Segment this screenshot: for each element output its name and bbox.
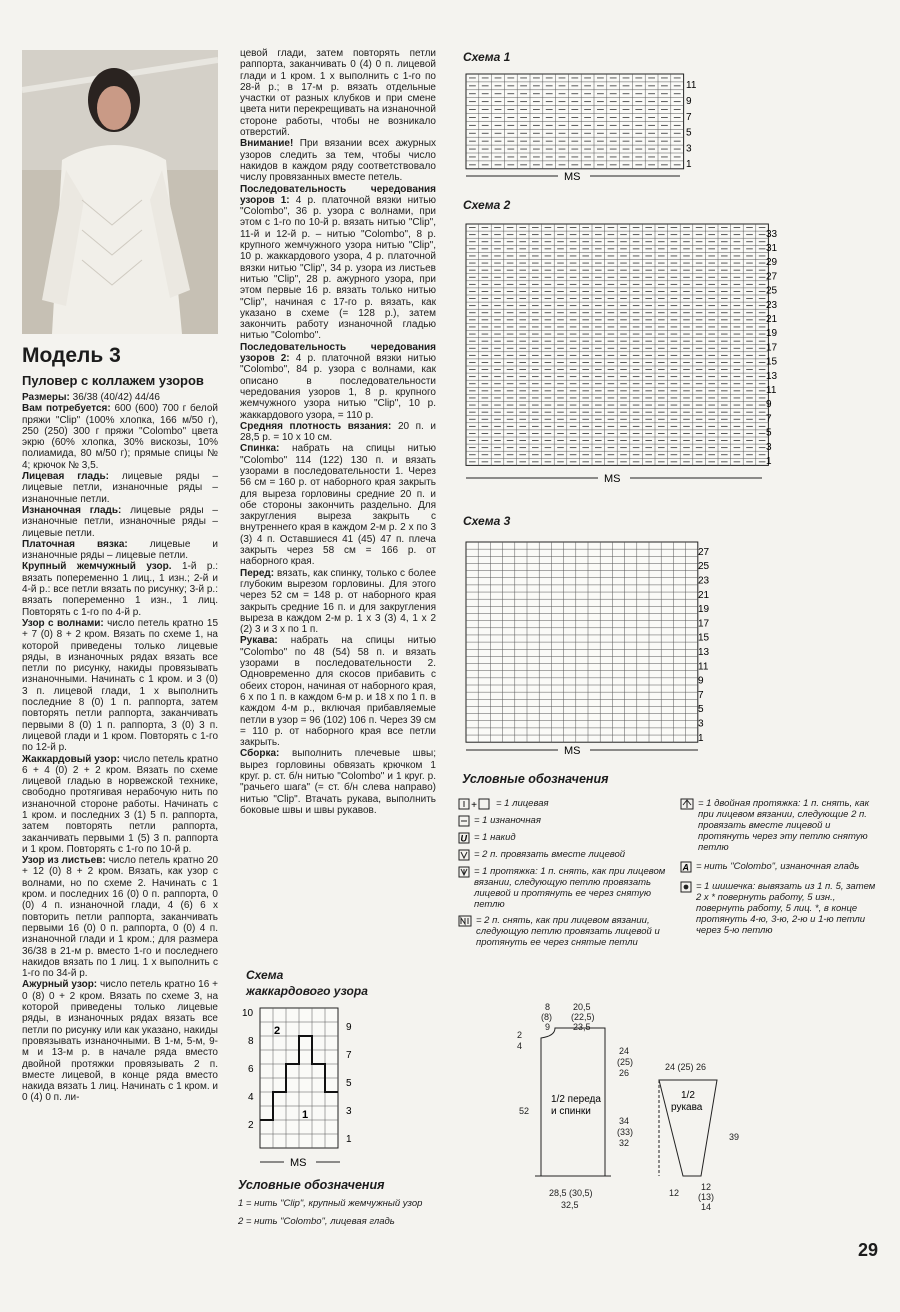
- row-label: 9: [686, 96, 692, 108]
- dim-label: 39: [729, 1132, 740, 1142]
- ms-label: MS: [290, 1157, 307, 1169]
- legend-row: = 2 п. снять, как при лицевом вязании, следующую петлю провязать лицевой и протянуть ее через снятые петли: [458, 915, 673, 948]
- jacquard-mark-2: 2: [274, 1025, 281, 1037]
- ms-label: MS: [564, 745, 581, 757]
- model-title: Модель 3: [22, 344, 121, 367]
- scheme2-row-labels: [766, 229, 778, 467]
- row-label: 3: [686, 143, 692, 155]
- yarn-over-icon: [458, 832, 470, 844]
- dim-label: 34: [619, 1116, 630, 1126]
- row-label: 19: [698, 604, 710, 616]
- row-label: 9: [766, 399, 772, 411]
- row-label: 23: [698, 575, 710, 587]
- paragraph: Жаккардовый узор: число петель кратно 6 + 4 (0) 2 + 2 кром. Вязать по схеме лицевой гладью в норвежской технике, свободно протягивая нерабочую нить по изнаночной стороне работы. Начинать с 1 кром. и последних 3 (1) 5 п. раппорта, затем повторять петли раппорта, заканчивать первыми 1 (5) 3 п. раппорта и 1 кром. Повторять с 1-го по 10-й р.: [22, 753, 219, 855]
- row-label: 6: [248, 1064, 254, 1075]
- paragraph: Средняя плотность вязания: 20 п. и 28,5 р. = 10 х 10 см.: [240, 420, 436, 444]
- double-decrease-icon: [680, 798, 694, 810]
- paragraph: цевой глади, затем повторять петли раппорта, заканчивать 0 (4) 0 п. лицевой глади и 1 кром. 1 х выполнить с 1-го по 28-й р.; в 17-м р. вязать отдельные участки от разных клубков и при смене цвета нити перекрещивать на изнаночной стороне работы, чтобы не возникало отверстий.: [240, 48, 436, 139]
- front-back-label: 1/2 переда и спинки: [551, 1094, 601, 1117]
- row-label: 17: [766, 342, 778, 354]
- svg-text:A: A: [682, 862, 689, 873]
- row-label: 19: [766, 328, 778, 340]
- scheme3-title: Схема 3: [463, 514, 511, 528]
- scheme3-chart: [462, 538, 742, 760]
- row-label: 1: [698, 732, 704, 744]
- row-label: 7: [698, 689, 704, 701]
- row-label: 3: [698, 718, 704, 730]
- row-label: 25: [766, 285, 778, 297]
- dim-label: 12: [669, 1188, 680, 1198]
- row-label: 7: [766, 413, 772, 425]
- dim-label: 32,5: [561, 1200, 579, 1210]
- garment-pattern: [505, 998, 745, 1218]
- jacquard-grid: [260, 1008, 338, 1148]
- dim-label: 9: [545, 1022, 551, 1032]
- paragraph: Размеры: 36/38 (40/42) 44/46: [22, 392, 160, 403]
- dim-label: 20,5: [573, 1002, 591, 1012]
- row-label: 27: [698, 546, 710, 558]
- row-label: 21: [766, 313, 778, 325]
- row-label: 7: [346, 1050, 352, 1061]
- dim-label: 52: [519, 1106, 530, 1116]
- dim-label: (33): [617, 1127, 634, 1137]
- model-photo: [22, 50, 218, 334]
- paragraph: Ажурный узор: число петель кратно 16 + 0 (8) 0 + 2 кром. Вязать по схеме 3, на которой приведены только лицевые ряды, в изнаночных рядах вязать все петли по рисунку или как указано, накиды провязывать изнаночными. В 1-м, 5-м, 9-м и 13-м р. в начале ряда вместо двойной протяжки провязывать 2 п. вместе лицевой, в конце ряда вместо накида вязать 1 лиц. Начинать с 1 кром. и 0 (4) 0 п. ли-: [22, 979, 218, 1104]
- dim-label: 23,5: [573, 1022, 591, 1032]
- sk2p-icon: [458, 915, 472, 927]
- scheme1-chart: [462, 70, 722, 188]
- jacquard-chart: [236, 1004, 376, 1176]
- dim-label: 24 (25) 26: [665, 1062, 707, 1072]
- page-number: 29: [857, 1240, 878, 1260]
- scheme1-row-labels: [686, 80, 697, 170]
- row-label: 31: [766, 242, 778, 254]
- jacquard-title-1: Схема: [246, 968, 284, 982]
- row-label: 10: [242, 1008, 254, 1019]
- dim-label: 14: [701, 1202, 712, 1212]
- legend-row: + = 1 лицевая: [458, 798, 673, 810]
- paragraph: Последовательность чередования узоров 1: 4 р. платочной вязки нитью "Colombo", 36 р. узора с волнами, при этом с 1-го по 10-й р. вязать нитью "Clip", 11-й и 12-й р. – нитью "Colombo", 8 р. крупного жемчужного узора нитью "Clip", 10 р. жаккардового узора, 4 р. платочной вязки нитью "Clip", 34 р. узора из листьев нитью "Clip", 28 р. ажурного узора, при этом первые 16 р. вязать только нитью "Clip", начиная с 17-го р. вязать, как указано в схеме (= 128 р.), затем закончить работу изнаночной гладью нитью "Colombo".: [240, 183, 436, 342]
- dim-label: 28,5 (30,5): [549, 1188, 593, 1198]
- legend-title: Условные обозначения: [462, 772, 609, 786]
- row-label: 1: [346, 1134, 352, 1145]
- column-2: [240, 48, 436, 816]
- jacquard-legend-1: 1 = нить "Clip", крупный жемчужный узор: [238, 1198, 423, 1209]
- dim-label: 24: [619, 1046, 630, 1056]
- bobble-icon: [680, 881, 692, 893]
- dim-label: 2: [517, 1030, 523, 1040]
- row-label: 4: [248, 1092, 254, 1103]
- scheme1-title: Схема 1: [463, 50, 511, 64]
- row-label: 15: [698, 632, 710, 644]
- row-label: 21: [698, 589, 710, 601]
- legend-row: A = нить "Colombo", изнаночная гладь: [680, 861, 880, 873]
- legend-row: = 1 изнаночная: [458, 815, 673, 827]
- row-label: 11: [686, 80, 697, 92]
- row-label: 3: [346, 1106, 352, 1117]
- legend-row: = 1 шишечка: вывязать из 1 п. 5, затем 2 х * повернуть работу, 5 изн., повернуть работу, 5 лиц. *, в конце протянуть 4-ю, 3-ю, 2-ю и 1-ю петли через 5-ю петлю: [680, 881, 880, 936]
- legend-row: U = 1 накид: [458, 832, 673, 844]
- dim-label: (25): [617, 1057, 634, 1067]
- paragraph: Внимание! При вязании всех ажурных узоров следить за тем, чтобы число накидов в каждом ряду соответствовало числу провязанных вместе петель.: [240, 138, 436, 184]
- ms-label: MS: [604, 473, 621, 485]
- dim-label: 32: [619, 1138, 630, 1148]
- row-label: 29: [766, 257, 778, 269]
- model-photo-illustration: [22, 50, 218, 334]
- scheme2-grid: [466, 224, 768, 465]
- paragraph: Спинка: набрать на спицы нитью "Colombo" 114 (122) 130 п. и вязать узорами в последовательности 1. Через 56 см = 160 р. от наборного края закрыть для выреза горловины средние 20 п. и обе стороны закончить раздельно. Для закругления выреза закрыть с внутреннего края в каждом 2-м р. 2 х по 3 (3) 4 п. Оставшиеся 41 (45) 47 п. плеча закрыть через 58 см = 166 р. от наборного края.: [240, 443, 436, 568]
- dim-label: 8: [545, 1002, 551, 1012]
- paragraph: Изнаночная гладь: лицевые ряды – изнаночные петли, изнаночные ряды – лицевые петли.: [22, 504, 218, 539]
- row-label: 8: [248, 1036, 254, 1047]
- scheme3-grid: [466, 542, 698, 742]
- legend-row: = 1 протяжка: 1 п. снять, как при лицевом вязании, следующую петлю провязать лицевой и протянуть ее через снятую петлю: [458, 866, 673, 910]
- ms-label: MS: [564, 171, 581, 183]
- paragraph: Лицевая гладь: лицевые ряды – лицевые петли, изнаночные ряды – изнаночные петли.: [22, 471, 219, 505]
- row-label: 7: [686, 111, 692, 123]
- purl-stitch-icon: [458, 815, 470, 827]
- scheme1-grid: [466, 74, 684, 169]
- legend-left: [458, 798, 673, 948]
- dim-label: 12: [701, 1182, 712, 1192]
- row-label: 5: [698, 704, 704, 716]
- row-label: 2: [248, 1120, 254, 1131]
- row-label: 13: [698, 646, 710, 658]
- svg-text:+: +: [471, 800, 477, 810]
- row-label: 13: [766, 370, 778, 382]
- row-label: 5: [686, 127, 692, 139]
- row-label: 1: [766, 455, 772, 467]
- row-label: 15: [766, 356, 778, 368]
- row-label: 11: [766, 384, 777, 396]
- sleeve-label: 1/2 рукава: [671, 1090, 703, 1113]
- row-label: 5: [766, 427, 772, 439]
- model-subtitle: Пуловер с коллажем узоров: [22, 373, 204, 388]
- scheme3-row-labels: [698, 547, 710, 744]
- legend-right: [680, 798, 880, 936]
- paragraph: Узор с волнами: число петель кратно 15 + 7 (0) 8 + 2 кром. Вязать по схеме 1, на которой приведены только лицевые ряды, в изнаночных рядах вязать все петли по рисунку, накиды провязывать изнаночными. Начинать с 1 кром. и 3 (0) 3 п. лицевой глади, 1 х выполнить последние 8 (0) 1 п. раппорта, затем повторять петли раппорта, заканчивать первыми 8 (0) 1 п. раппорта, 3 (0) 3 п. лицевой глади и 1 кром. Повторять с 1-го по 12-й р.: [22, 617, 219, 754]
- svg-text:U: U: [460, 833, 467, 844]
- paragraph: Крупный жемчужный узор. 1-й р.: вязать попеременно 1 лиц., 1 изн.; 2-й и 4-й р.: все петли вязать по рисунку; 3-й р.: вязать попеременно 1 изн., 1 лиц. Повторять с 1-го по 4-й р.: [22, 561, 218, 618]
- column-1: [22, 392, 218, 1104]
- scheme2-chart: [462, 220, 792, 490]
- paragraph: Сборка: выполнить плечевые швы; вырез горловины обвязать крючком 1 круг. р. ст. б/н нитью "Colombo" и 1 круг. р. "рачьего шага" (= ст. б/н слева направо) нитью "Clip". Втачать рукава, выполнить боковые швы и швы рукавов.: [240, 748, 436, 816]
- dim-label: (22,5): [571, 1012, 595, 1022]
- scheme2-title: Схема 2: [463, 198, 511, 212]
- row-label: 9: [698, 675, 704, 687]
- dim-label: (13): [698, 1192, 715, 1202]
- dim-label: (8): [541, 1012, 552, 1022]
- jacquard-legend-2: 2 = нить "Colombo", лицевая гладь: [238, 1216, 395, 1227]
- dim-label: 4: [517, 1041, 523, 1051]
- row-label: 11: [698, 661, 709, 673]
- row-label: 3: [766, 441, 772, 453]
- row-label: 1: [686, 159, 692, 171]
- row-label: 27: [766, 271, 778, 283]
- knit-stitch-icon: [458, 798, 492, 810]
- paragraph: Рукава: набрать на спицы нитью "Colombo" по 48 (54) 58 п. и вязать узорами в последовательности 2. Одновременно для скосов прибавить с обеих сторон, начиная от наборного края, 6 х по 1 п. в каждом 6-м р. и 18 х по 1 п. в каждом 4-м р., включая прибавляемые петли в узор = 96 (102) 106 п. Через 39 см = 110 р. от наборного края все петли закрыть.: [240, 635, 437, 749]
- row-label: 5: [346, 1078, 352, 1089]
- row-label: 23: [766, 299, 778, 311]
- paragraph: Вам потребуется: 600 (600) 700 г белой пряжи "Clip" (100% хлопка, 166 м/50 г), 250 (250) 300 г пряжи "Colombo" цвета экрю (60% хлопка, 30% вискозы, 10% полиамида, 80 м/50 г); прямые спицы № 4; крючок № 3,5.: [22, 403, 218, 471]
- k2tog-icon: [458, 849, 470, 861]
- colombo-purl-icon: [680, 861, 692, 873]
- skp-icon: [458, 866, 470, 878]
- jacquard-mark-1: 1: [302, 1109, 309, 1121]
- paragraph: Платочная вязка: лицевые и изнаночные ряды – лицевые петли.: [22, 538, 218, 562]
- jacquard-legend-title: Условные обозначения: [238, 1178, 385, 1192]
- row-label: 25: [698, 561, 710, 573]
- paragraph: Последовательность чередования узоров 2: 4 р. платочной вязки нитью "Colombo", 84 р. узора с волнами, как описано в последовательности чередования узоров 1, 8 р. крупного жемчужного узора нитью "Clip", 10 р. жаккардового узора, = 110 р.: [240, 341, 436, 421]
- paragraph: Узор из листьев: число петель кратно 20 + 12 (0) 8 + 2 кром. Вязать, как узор с волнами, но по схеме 2. Начинать с 1 кром. и последних 16 (0) 0 п. раппорта, 0 (0) 4 п. изнаночной глади, 4 (6) 6 х повторить петли раппорта, заканчивать первыми 16 (0) 0 п. раппорта, 0 (0) 4 п. изнаночной глади и 1 кром.; для размера 36/38 в 21-м р. вместо 1-го и последнего накидов вязать по 1 лиц. 1 х выполнить с 1-го по 34-й р.: [22, 855, 219, 980]
- dim-label: 26: [619, 1068, 630, 1078]
- row-label: 9: [346, 1022, 352, 1033]
- legend-row: = 1 двойная протяжка: 1 п. снять, как при лицевом вязании, следующие 2 п. провязать вместе лицевой и протянуть через эту петлю снятую петлю: [680, 798, 880, 853]
- row-label: 17: [698, 618, 710, 630]
- row-label: 33: [766, 228, 778, 240]
- jacquard-title-2: жаккардового узора: [246, 984, 368, 998]
- paragraph: Перед: вязать, как спинку, только с более глубоким вырезом горловины. Для этого через 52 см = 148 р. от наборного края закрыть средние 16 п. и для закругления выреза в каждом 2-м р. 1 х 3 (3) 4, 1 х 2 (2) 3 и 3 х по 1 п.: [240, 567, 436, 636]
- legend-row: = 2 п. провязать вместе лицевой: [458, 849, 673, 861]
